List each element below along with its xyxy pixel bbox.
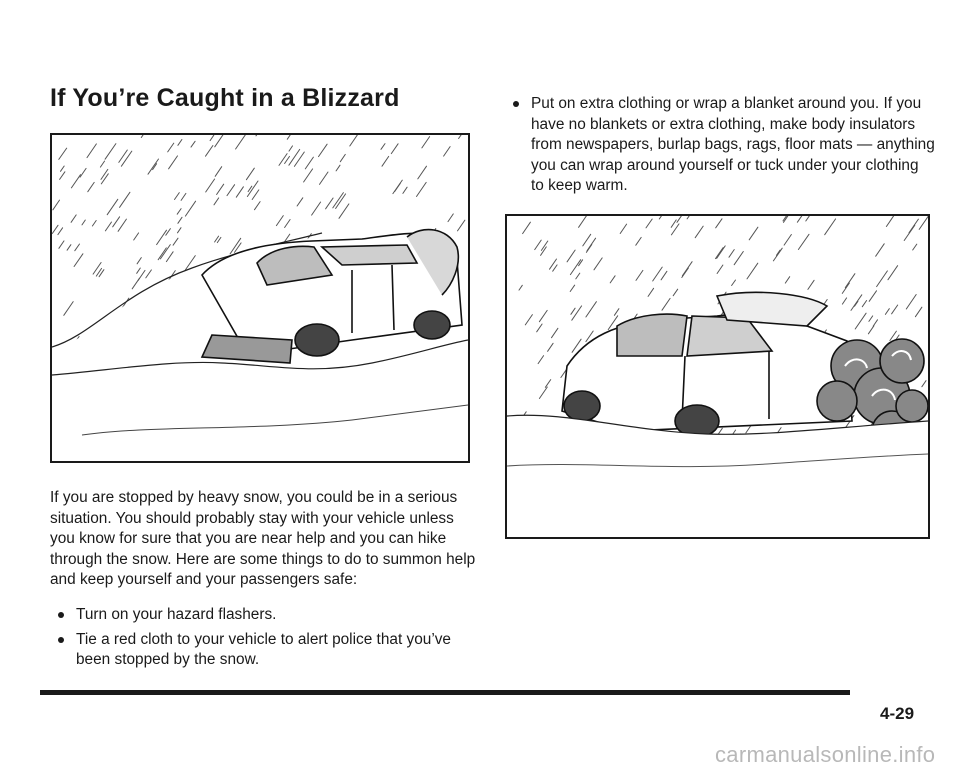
snowbound-car-illustration [50, 133, 470, 463]
list-item: Put on extra clothing or wrap a blanket around you. If you have no blankets or extra clothing, make body insulators from newspapers, burlap bags, rags, floor mats — anything you can wrap around yourself or tuck under your clothing to keep warm. [505, 94, 935, 197]
intro-paragraph: If you are stopped by heavy snow, you could be in a serious situation. You should probably stay with your vehicle unless you know for sure that you are near help and you can hike through the snow. Here are some things to do to summon help and keep yourself and your passengers safe: [50, 489, 476, 589]
list-item: Tie a red cloth to your vehicle to alert police that you’ve been stopped by the snow. [50, 630, 480, 671]
page-number: 4-29 [880, 704, 915, 723]
keep-warm-list [505, 94, 935, 197]
safety-steps-list [50, 605, 480, 675]
exhaust-car-illustration [505, 214, 930, 539]
footer-rule [40, 690, 850, 695]
list-item: Turn on your hazard flashers. [50, 605, 480, 626]
watermark: carmanualsonline.info [715, 742, 936, 767]
page-title: If You’re Caught in a Blizzard [50, 84, 400, 112]
